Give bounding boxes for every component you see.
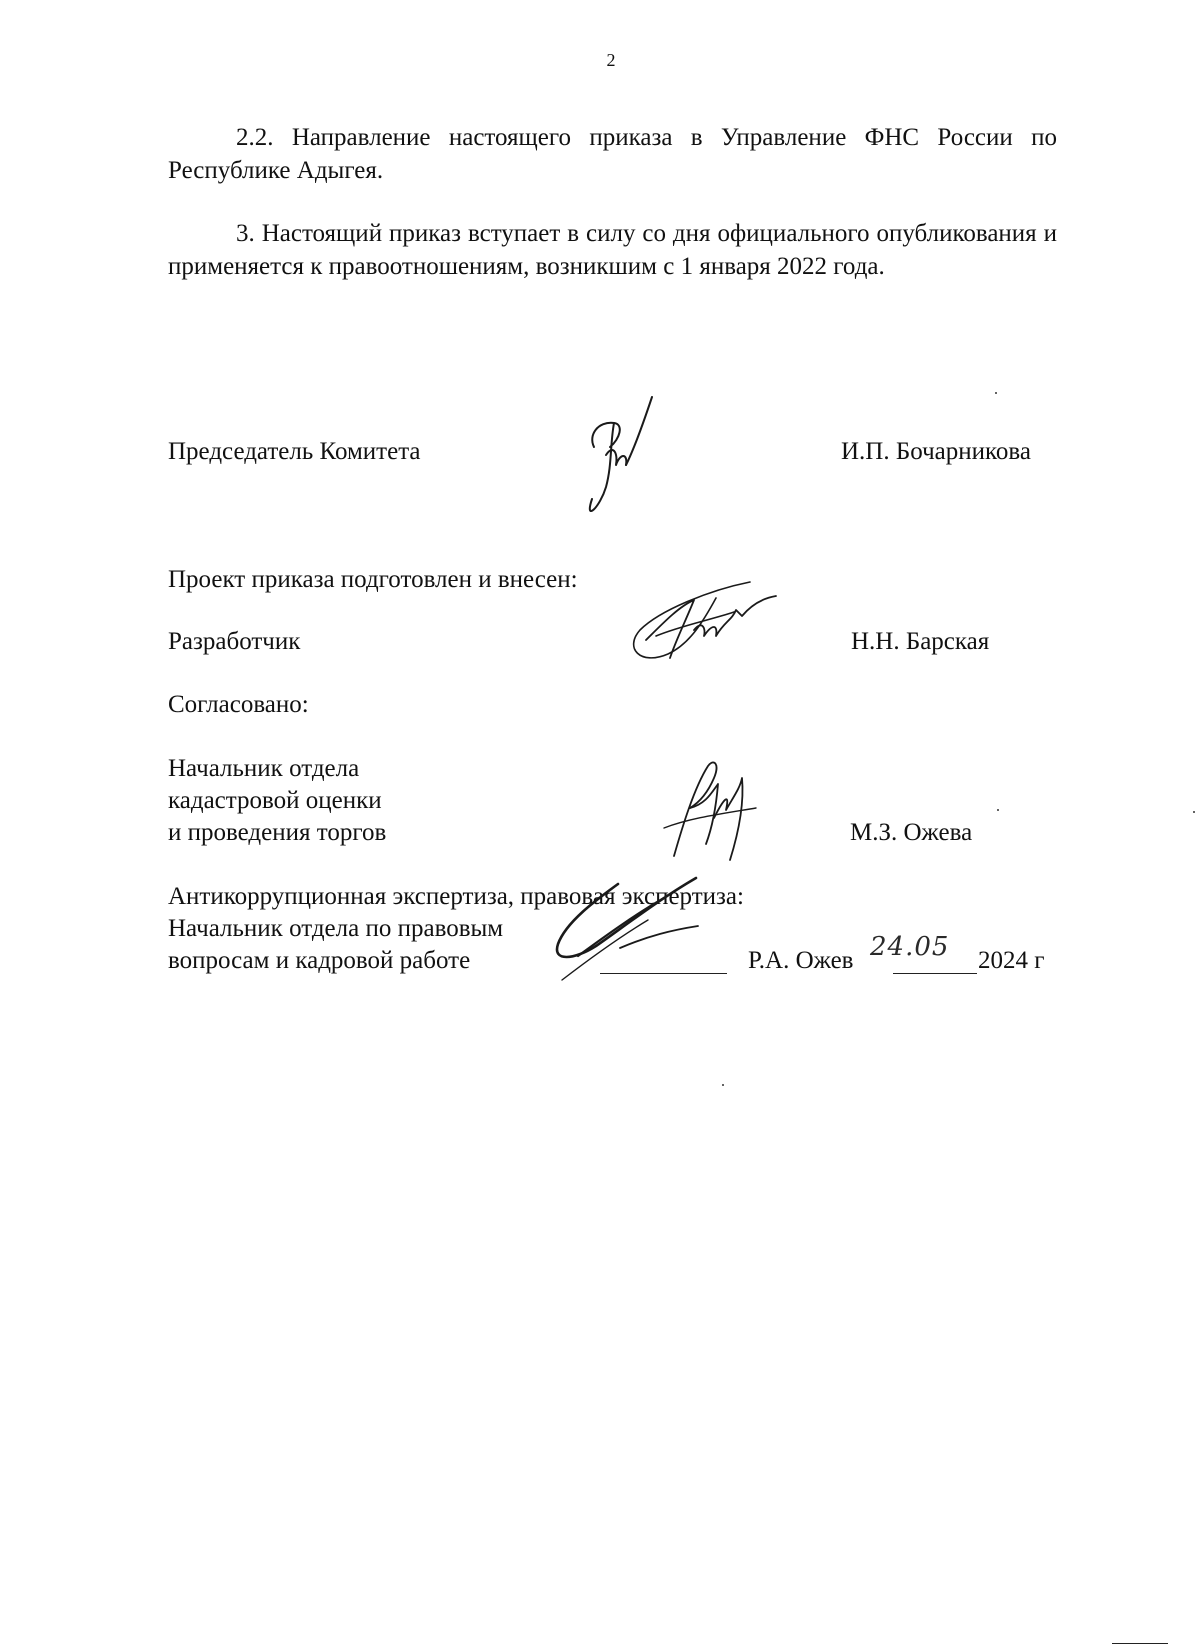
chairman-signature	[580, 395, 680, 525]
chairman-role: Председатель Комитета	[168, 438, 421, 465]
paragraph-3	[168, 217, 1057, 283]
paragraph-2-2	[168, 121, 1057, 187]
expertise-role-line2: вопросам и кадровой работе	[168, 947, 471, 974]
scan-speck	[997, 809, 999, 811]
handwritten-date: 24.05	[870, 932, 950, 962]
scan-speck	[995, 392, 997, 394]
developer-name: Н.Н. Барская	[851, 628, 990, 655]
signature-line	[600, 973, 727, 974]
scan-speck	[722, 1084, 724, 1086]
agreed-name: М.З. Ожева	[850, 819, 973, 846]
scan-mark	[1112, 1643, 1168, 1644]
developer-signature	[620, 570, 790, 670]
prepared-heading: Проект приказа подготовлен и внесен:	[168, 566, 578, 593]
expertise-year: 2024 г	[978, 947, 1045, 974]
agreed-role-line2: кадастровой оценки	[168, 787, 382, 814]
chairman-name: И.П. Бочарникова	[841, 438, 1031, 465]
agreed-role-line3: и проведения торгов	[168, 819, 387, 846]
agreed-role-line1: Начальник отдела	[168, 755, 360, 782]
expertise-role-line1: Начальник отдела по правовым	[168, 915, 504, 942]
agreed-heading: Согласовано:	[168, 691, 309, 718]
developer-role: Разработчик	[168, 628, 301, 655]
agreed-signature	[660, 748, 770, 868]
paragraph-3-text: 3. Настоящий приказ вступает в силу со дня официального опубликования и применяется к правоотношениям, возникшим с 1 января 2022 года.	[168, 220, 1057, 280]
page-number: 2	[606, 50, 616, 70]
expertise-signature	[548, 870, 728, 990]
date-line	[893, 973, 977, 974]
scan-speck	[1193, 811, 1195, 813]
expertise-name: Р.А. Ожев	[748, 947, 854, 974]
paragraph-2-2-text: 2.2. Направление настоящего приказа в Управление ФНС России по Республике Адыгея.	[168, 124, 1057, 184]
expertise-heading: Антикоррупционная экспертиза, правовая экспертиза:	[168, 883, 744, 910]
